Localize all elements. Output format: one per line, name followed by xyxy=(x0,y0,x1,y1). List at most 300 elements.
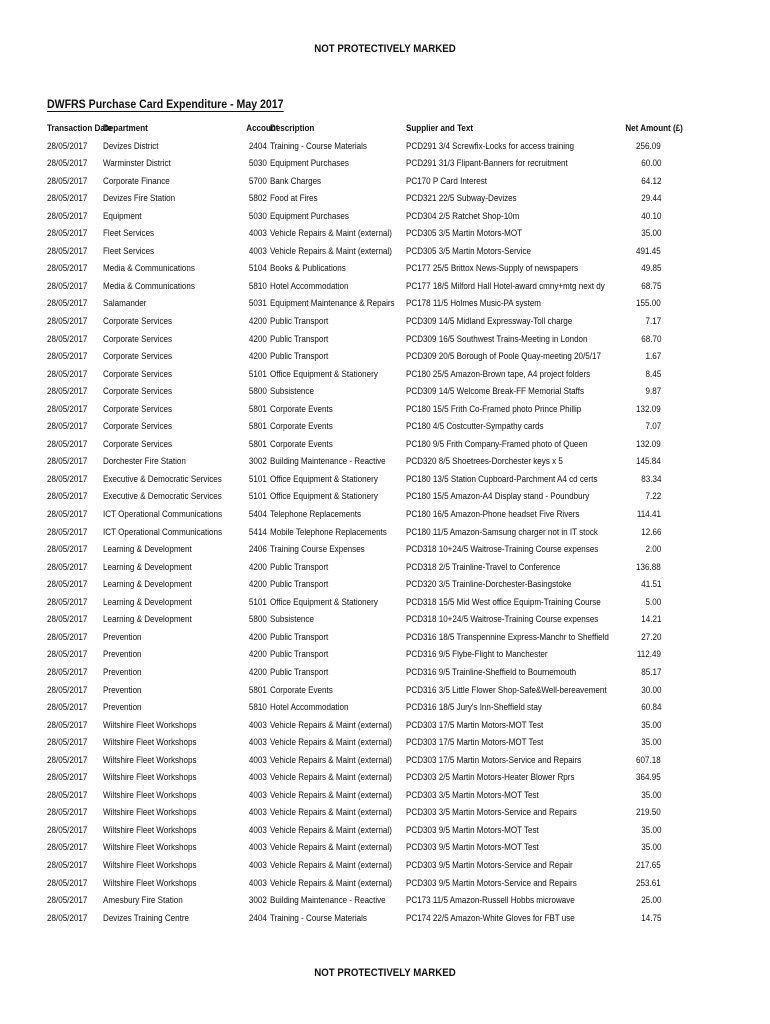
table-row xyxy=(47,593,661,611)
cell-net-amount: 41.51 xyxy=(640,578,661,590)
cell-department: Warminster District xyxy=(103,157,171,169)
cell-department: Amesbury Fire Station xyxy=(103,894,183,906)
cell-supplier: PCD291 3/4 Screwfix-Locks for access training xyxy=(406,139,575,151)
cell-net-amount: 5.00 xyxy=(645,595,661,607)
cell-department: Wiltshire Fleet Workshops xyxy=(103,876,197,888)
cell-supplier: PCD309 14/5 Welcome Break-FF Memorial Staffs xyxy=(406,385,585,397)
cell-account: 4003 xyxy=(249,227,267,239)
protective-marking-header: NOT PROTECTIVELY MARKED xyxy=(314,43,456,55)
cell-department: Fleet Services xyxy=(103,244,155,256)
cell-transaction-date: 28/05/2017 xyxy=(47,262,88,274)
cell-transaction-date: 28/05/2017 xyxy=(47,858,88,870)
cell-account: 4200 xyxy=(249,560,267,572)
cell-supplier: PC177 18/5 Milford Hall Hotel-award cmny+mtg next dy xyxy=(406,279,605,291)
cell-transaction-date: 28/05/2017 xyxy=(47,630,88,642)
table-row xyxy=(47,645,661,663)
cell-account: 5810 xyxy=(249,701,267,713)
cell-account: 5030 xyxy=(249,209,267,221)
cell-supplier: PCD316 3/5 Little Flower Shop-Safe&Well-bereavement xyxy=(406,683,607,695)
table-header-row xyxy=(47,119,661,137)
cell-net-amount: 30.00 xyxy=(640,683,661,695)
cell-department: Wiltshire Fleet Workshops xyxy=(103,753,197,765)
cell-net-amount: 35.00 xyxy=(640,736,661,748)
cell-account: 4200 xyxy=(249,648,267,660)
cell-description: Public Transport xyxy=(270,560,329,572)
cell-transaction-date: 28/05/2017 xyxy=(47,332,88,344)
table-row xyxy=(47,294,661,312)
cell-description: Equipment Maintenance & Repairs xyxy=(270,297,395,309)
table-row xyxy=(47,487,661,505)
cell-net-amount: 253.61 xyxy=(636,876,661,888)
cell-supplier: PCD318 15/5 Mid West office Equipm-Training Course xyxy=(406,595,601,607)
cell-supplier: PCD316 18/5 Transpennine Express-Manchr to Sheffield xyxy=(406,630,609,642)
cell-transaction-date: 28/05/2017 xyxy=(47,525,88,537)
cell-description: Office Equipment & Stationery xyxy=(270,367,378,379)
cell-supplier: PCD305 3/5 Martin Motors-Service xyxy=(406,244,532,256)
cell-description: Vehicle Repairs & Maint (external) xyxy=(270,823,392,835)
cell-account: 5810 xyxy=(249,279,267,291)
cell-net-amount: 2.00 xyxy=(645,543,661,555)
cell-department: Devizes Fire Station xyxy=(103,192,176,204)
cell-account: 5030 xyxy=(249,157,267,169)
cell-net-amount: 35.00 xyxy=(640,823,661,835)
cell-net-amount: 8.45 xyxy=(645,367,661,379)
cell-account: 4003 xyxy=(249,841,267,853)
cell-account: 4003 xyxy=(249,806,267,818)
cell-net-amount: 155.00 xyxy=(636,297,661,309)
cell-net-amount: 219.50 xyxy=(636,806,661,818)
cell-department: Learning & Development xyxy=(103,543,192,555)
table-row xyxy=(47,452,661,470)
cell-department: Wiltshire Fleet Workshops xyxy=(103,736,197,748)
header-transaction-date: Transaction Date xyxy=(47,122,112,133)
cell-net-amount: 14.21 xyxy=(640,613,661,625)
cell-net-amount: 35.00 xyxy=(640,788,661,800)
table-row xyxy=(47,523,661,541)
table-row xyxy=(47,224,661,242)
cell-department: Corporate Services xyxy=(103,402,173,414)
table-row xyxy=(47,663,661,681)
cell-department: Wiltshire Fleet Workshops xyxy=(103,788,197,800)
cell-net-amount: 14.75 xyxy=(640,911,661,923)
cell-supplier: PCD291 31/3 Flipant-Banners for recruitment xyxy=(406,157,568,169)
cell-supplier: PCD303 9/5 Martin Motors-Service and Repair xyxy=(406,858,573,870)
cell-account: 4003 xyxy=(249,718,267,730)
cell-account: 5404 xyxy=(249,508,267,520)
cell-department: Corporate Services xyxy=(103,332,173,344)
cell-supplier: PCD320 3/5 Trainline-Dorchester-Basingstoke xyxy=(406,578,572,590)
cell-description: Public Transport xyxy=(270,350,329,362)
expenditure-table xyxy=(47,119,683,926)
cell-department: Media & Communications xyxy=(103,262,195,274)
cell-net-amount: 364.95 xyxy=(636,771,661,783)
cell-net-amount: 1.67 xyxy=(645,350,661,362)
cell-account: 4200 xyxy=(249,350,267,362)
cell-department: Corporate Services xyxy=(103,367,173,379)
cell-department: Corporate Services xyxy=(103,420,173,432)
cell-account: 4003 xyxy=(249,736,267,748)
cell-description: Training - Course Materials xyxy=(270,911,367,923)
cell-description: Vehicle Repairs & Maint (external) xyxy=(270,806,392,818)
table-row xyxy=(47,470,661,488)
cell-transaction-date: 28/05/2017 xyxy=(47,490,88,502)
cell-description: Vehicle Repairs & Maint (external) xyxy=(270,736,392,748)
cell-department: Prevention xyxy=(103,648,142,660)
cell-net-amount: 7.07 xyxy=(645,420,661,432)
table-row xyxy=(47,400,661,418)
cell-account: 2406 xyxy=(249,543,267,555)
cell-transaction-date: 28/05/2017 xyxy=(47,455,88,467)
cell-department: Wiltshire Fleet Workshops xyxy=(103,771,197,783)
cell-transaction-date: 28/05/2017 xyxy=(47,192,88,204)
cell-transaction-date: 28/05/2017 xyxy=(47,841,88,853)
cell-supplier: PCD303 3/5 Martin Motors-Service and Repairs xyxy=(406,806,577,818)
cell-supplier: PC180 15/5 Frith Co-Framed photo Prince Phillip xyxy=(406,402,582,414)
cell-department: Salamander xyxy=(103,297,147,309)
cell-account: 5031 xyxy=(249,297,267,309)
cell-account: 5801 xyxy=(249,683,267,695)
cell-department: Devizes District xyxy=(103,139,159,151)
cell-net-amount: 132.09 xyxy=(636,437,661,449)
table-row xyxy=(47,417,661,435)
cell-description: Telephone Replacements xyxy=(270,508,361,520)
cell-transaction-date: 28/05/2017 xyxy=(47,157,88,169)
cell-transaction-date: 28/05/2017 xyxy=(47,472,88,484)
cell-supplier: PCD316 9/5 Trainline-Sheffield to Bournemouth xyxy=(406,665,577,677)
cell-account: 3002 xyxy=(249,455,267,467)
cell-department: Corporate Services xyxy=(103,385,173,397)
table-row xyxy=(47,259,661,277)
cell-transaction-date: 28/05/2017 xyxy=(47,297,88,309)
table-row xyxy=(47,154,661,172)
cell-account: 5800 xyxy=(249,613,267,625)
cell-net-amount: 83.34 xyxy=(640,472,661,484)
table-row xyxy=(47,610,661,628)
cell-description: Mobile Telephone Replacements xyxy=(270,525,387,537)
cell-transaction-date: 28/05/2017 xyxy=(47,753,88,765)
cell-department: ICT Operational Communications xyxy=(103,508,223,520)
cell-description: Office Equipment & Stationery xyxy=(270,490,378,502)
cell-transaction-date: 28/05/2017 xyxy=(47,578,88,590)
cell-net-amount: 27.20 xyxy=(640,630,661,642)
table-row xyxy=(47,312,661,330)
cell-description: Subsistence xyxy=(270,385,314,397)
cell-description: Building Maintenance - Reactive xyxy=(270,455,386,467)
cell-transaction-date: 28/05/2017 xyxy=(47,701,88,713)
cell-description: Public Transport xyxy=(270,578,329,590)
cell-supplier: PCD309 20/5 Borough of Poole Quay-meeting 20/5/17 xyxy=(406,350,601,362)
cell-transaction-date: 28/05/2017 xyxy=(47,508,88,520)
cell-account: 4200 xyxy=(249,315,267,327)
table-row xyxy=(47,435,661,453)
cell-net-amount: 68.75 xyxy=(640,279,661,291)
document-title: DWFRS Purchase Card Expenditure - May 2017 xyxy=(47,97,284,111)
cell-transaction-date: 28/05/2017 xyxy=(47,350,88,362)
cell-net-amount: 60.84 xyxy=(640,701,661,713)
cell-account: 4003 xyxy=(249,244,267,256)
table-row xyxy=(47,277,661,295)
cell-description: Corporate Events xyxy=(270,420,333,432)
cell-description: Corporate Events xyxy=(270,437,333,449)
cell-net-amount: 7.17 xyxy=(645,315,661,327)
cell-supplier: PC180 25/5 Amazon-Brown tape, A4 project folders xyxy=(406,367,591,379)
cell-net-amount: 25.00 xyxy=(640,894,661,906)
cell-department: Wiltshire Fleet Workshops xyxy=(103,858,197,870)
table-row xyxy=(47,365,661,383)
cell-net-amount: 35.00 xyxy=(640,718,661,730)
cell-department: Wiltshire Fleet Workshops xyxy=(103,823,197,835)
cell-account: 5800 xyxy=(249,385,267,397)
table-row xyxy=(47,575,661,593)
cell-net-amount: 7.22 xyxy=(645,490,661,502)
cell-supplier: PC177 25/5 Brittox News-Supply of newspapers xyxy=(406,262,579,274)
cell-net-amount: 60.00 xyxy=(640,157,661,169)
table-row xyxy=(47,698,661,716)
table-row xyxy=(47,733,661,751)
table-row xyxy=(47,856,661,874)
protective-marking-footer: NOT PROTECTIVELY MARKED xyxy=(314,967,456,979)
cell-account: 4003 xyxy=(249,788,267,800)
cell-transaction-date: 28/05/2017 xyxy=(47,718,88,730)
cell-transaction-date: 28/05/2017 xyxy=(47,683,88,695)
table-row xyxy=(47,909,661,927)
cell-department: Corporate Services xyxy=(103,437,173,449)
header-account: Account xyxy=(246,122,279,133)
cell-supplier: PC180 11/5 Amazon-Samsung charger not in IT stock xyxy=(406,525,598,537)
cell-transaction-date: 28/05/2017 xyxy=(47,806,88,818)
cell-supplier: PC174 22/5 Amazon-White Gloves for FBT use xyxy=(406,911,575,923)
cell-department: Wiltshire Fleet Workshops xyxy=(103,841,197,853)
cell-description: Public Transport xyxy=(270,630,329,642)
cell-account: 5101 xyxy=(249,367,267,379)
table-row xyxy=(47,716,661,734)
cell-department: Fleet Services xyxy=(103,227,155,239)
cell-description: Subsistence xyxy=(270,613,314,625)
cell-department: Devizes Training Centre xyxy=(103,911,190,923)
cell-supplier: PCD318 10+24/5 Waitrose-Training Course expenses xyxy=(406,543,599,555)
cell-department: Prevention xyxy=(103,683,142,695)
cell-transaction-date: 28/05/2017 xyxy=(47,385,88,397)
cell-account: 4200 xyxy=(249,665,267,677)
cell-supplier: PCD318 2/5 Trainline-Travel to Conference xyxy=(406,560,561,572)
cell-supplier: PC170 P Card Interest xyxy=(406,174,487,186)
cell-supplier: PCD305 3/5 Martin Motors-MOT xyxy=(406,227,523,239)
cell-account: 5101 xyxy=(249,595,267,607)
cell-description: Bank Charges xyxy=(270,174,322,186)
cell-department: Wiltshire Fleet Workshops xyxy=(103,718,197,730)
cell-supplier: PC180 4/5 Costcutter-Sympathy cards xyxy=(406,420,544,432)
header-supplier: Supplier and Text xyxy=(406,122,474,133)
table-row xyxy=(47,838,661,856)
table-row xyxy=(47,786,661,804)
cell-department: Wiltshire Fleet Workshops xyxy=(103,806,197,818)
cell-supplier: PCD303 3/5 Martin Motors-MOT Test xyxy=(406,788,539,800)
cell-account: 4003 xyxy=(249,753,267,765)
table-row xyxy=(47,768,661,786)
cell-account: 5802 xyxy=(249,192,267,204)
cell-account: 4003 xyxy=(249,858,267,870)
cell-description: Vehicle Repairs & Maint (external) xyxy=(270,841,392,853)
cell-description: Vehicle Repairs & Maint (external) xyxy=(270,753,392,765)
cell-description: Food at Fires xyxy=(270,192,318,204)
cell-department: Executive & Democratic Services xyxy=(103,490,222,502)
cell-account: 4200 xyxy=(249,332,267,344)
cell-account: 4200 xyxy=(249,630,267,642)
cell-description: Public Transport xyxy=(270,332,329,344)
cell-department: Prevention xyxy=(103,665,142,677)
cell-supplier: PCD303 9/5 Martin Motors-Service and Repairs xyxy=(406,876,577,888)
cell-account: 4003 xyxy=(249,771,267,783)
cell-supplier: PC180 16/5 Amazon-Phone headset Five Rivers xyxy=(406,508,580,520)
cell-department: Dorchester Fire Station xyxy=(103,455,186,467)
cell-net-amount: 40.10 xyxy=(640,209,661,221)
table-row xyxy=(47,347,661,365)
cell-supplier: PCD309 14/5 Midland Expressway-Toll charge xyxy=(406,315,573,327)
cell-department: ICT Operational Communications xyxy=(103,525,223,537)
cell-description: Public Transport xyxy=(270,665,329,677)
cell-transaction-date: 28/05/2017 xyxy=(47,174,88,186)
cell-transaction-date: 28/05/2017 xyxy=(47,788,88,800)
cell-supplier: PCD320 8/5 Shoetrees-Dorchester keys x 5 xyxy=(406,455,563,467)
cell-supplier: PC180 9/5 Frith Company-Framed photo of Queen xyxy=(406,437,588,449)
cell-net-amount: 49.85 xyxy=(640,262,661,274)
cell-net-amount: 35.00 xyxy=(640,227,661,239)
cell-supplier: PCD303 17/5 Martin Motors-MOT Test xyxy=(406,718,544,730)
cell-supplier: PCD304 2/5 Ratchet Shop-10m xyxy=(406,209,520,221)
cell-supplier: PC173 11/5 Amazon-Russell Hobbs microwave xyxy=(406,894,575,906)
cell-description: Vehicle Repairs & Maint (external) xyxy=(270,771,392,783)
cell-transaction-date: 28/05/2017 xyxy=(47,420,88,432)
cell-department: Learning & Development xyxy=(103,595,192,607)
cell-transaction-date: 28/05/2017 xyxy=(47,209,88,221)
cell-department: Learning & Development xyxy=(103,613,192,625)
cell-account: 4200 xyxy=(249,578,267,590)
cell-net-amount: 256.09 xyxy=(636,139,661,151)
cell-department: Media & Communications xyxy=(103,279,195,291)
cell-net-amount: 12.66 xyxy=(640,525,661,537)
cell-transaction-date: 28/05/2017 xyxy=(47,543,88,555)
cell-description: Building Maintenance - Reactive xyxy=(270,894,386,906)
table-row xyxy=(47,382,661,400)
cell-description: Vehicle Repairs & Maint (external) xyxy=(270,858,392,870)
table-row xyxy=(47,540,661,558)
cell-transaction-date: 28/05/2017 xyxy=(47,665,88,677)
cell-net-amount: 9.87 xyxy=(645,385,661,397)
cell-description: Public Transport xyxy=(270,648,329,660)
cell-account: 4003 xyxy=(249,876,267,888)
cell-department: Learning & Development xyxy=(103,560,192,572)
cell-supplier: PC180 13/5 Station Cupboard-Parchment A4 cd certs xyxy=(406,472,598,484)
cell-net-amount: 85.17 xyxy=(640,665,661,677)
cell-net-amount: 491.45 xyxy=(636,244,661,256)
cell-description: Corporate Events xyxy=(270,402,333,414)
cell-description: Training Course Expenses xyxy=(270,543,365,555)
cell-net-amount: 64.12 xyxy=(640,174,661,186)
cell-supplier: PCD303 2/5 Martin Motors-Heater Blower Rprs xyxy=(406,771,575,783)
cell-description: Office Equipment & Stationery xyxy=(270,595,378,607)
cell-transaction-date: 28/05/2017 xyxy=(47,736,88,748)
cell-supplier: PCD303 17/5 Martin Motors-MOT Test xyxy=(406,736,544,748)
cell-net-amount: 114.41 xyxy=(636,508,661,520)
cell-department: Prevention xyxy=(103,630,142,642)
table-row xyxy=(47,681,661,699)
cell-description: Corporate Events xyxy=(270,683,333,695)
cell-supplier: PC180 15/5 Amazon-A4 Display stand - Poundbury xyxy=(406,490,590,502)
table-row xyxy=(47,505,661,523)
cell-department: Corporate Services xyxy=(103,315,173,327)
cell-description: Vehicle Repairs & Maint (external) xyxy=(270,718,392,730)
table-row xyxy=(47,874,661,892)
cell-supplier: PCD303 9/5 Martin Motors-MOT Test xyxy=(406,841,539,853)
cell-transaction-date: 28/05/2017 xyxy=(47,227,88,239)
table-row xyxy=(47,189,661,207)
cell-account: 4003 xyxy=(249,823,267,835)
cell-transaction-date: 28/05/2017 xyxy=(47,823,88,835)
cell-supplier: PCD316 9/5 Flybe-Flight to Manchester xyxy=(406,648,548,660)
cell-transaction-date: 28/05/2017 xyxy=(47,648,88,660)
cell-supplier: PCD309 16/5 Southwest Trains-Meeting in London xyxy=(406,332,588,344)
cell-department: Equipment xyxy=(103,209,142,221)
cell-transaction-date: 28/05/2017 xyxy=(47,402,88,414)
table-row xyxy=(47,207,661,225)
cell-net-amount: 145.84 xyxy=(636,455,661,467)
cell-transaction-date: 28/05/2017 xyxy=(47,244,88,256)
cell-supplier: PCD321 22/5 Subway-Devizes xyxy=(406,192,517,204)
header-department: Department xyxy=(103,122,148,133)
cell-description: Equipment Purchases xyxy=(270,157,349,169)
cell-account: 5101 xyxy=(249,490,267,502)
cell-transaction-date: 28/05/2017 xyxy=(47,315,88,327)
cell-net-amount: 112.49 xyxy=(636,648,661,660)
cell-net-amount: 68.70 xyxy=(640,332,661,344)
cell-transaction-date: 28/05/2017 xyxy=(47,279,88,291)
table-row xyxy=(47,891,661,909)
table-row xyxy=(47,242,661,260)
cell-description: Training - Course Materials xyxy=(270,139,367,151)
cell-account: 5700 xyxy=(249,174,267,186)
table-row xyxy=(47,137,661,155)
table-row xyxy=(47,821,661,839)
cell-transaction-date: 28/05/2017 xyxy=(47,876,88,888)
cell-description: Office Equipment & Stationery xyxy=(270,472,378,484)
cell-department: Prevention xyxy=(103,701,142,713)
cell-description: Hotel Accommodation xyxy=(270,701,349,713)
table-row xyxy=(47,628,661,646)
cell-description: Hotel Accommodation xyxy=(270,279,349,291)
cell-department: Learning & Development xyxy=(103,578,192,590)
cell-account: 5104 xyxy=(249,262,267,274)
cell-account: 5801 xyxy=(249,437,267,449)
header-net-amount: Net Amount (£) xyxy=(625,122,683,133)
cell-account: 2404 xyxy=(249,911,267,923)
cell-transaction-date: 28/05/2017 xyxy=(47,911,88,923)
cell-account: 3002 xyxy=(249,894,267,906)
cell-transaction-date: 28/05/2017 xyxy=(47,595,88,607)
cell-supplier: PCD316 18/5 Jury's Inn-Sheffield stay xyxy=(406,701,542,713)
cell-department: Corporate Services xyxy=(103,350,173,362)
cell-account: 5101 xyxy=(249,472,267,484)
cell-description: Books & Publications xyxy=(270,262,346,274)
cell-supplier: PC178 11/5 Holmes Music-PA system xyxy=(406,297,542,309)
cell-transaction-date: 28/05/2017 xyxy=(47,437,88,449)
cell-description: Vehicle Repairs & Maint (external) xyxy=(270,227,392,239)
cell-department: Executive & Democratic Services xyxy=(103,472,222,484)
cell-description: Public Transport xyxy=(270,315,329,327)
cell-net-amount: 217.65 xyxy=(636,858,661,870)
table-row xyxy=(47,558,661,576)
table-row xyxy=(47,172,661,190)
cell-supplier: PCD303 17/5 Martin Motors-Service and Repairs xyxy=(406,753,582,765)
